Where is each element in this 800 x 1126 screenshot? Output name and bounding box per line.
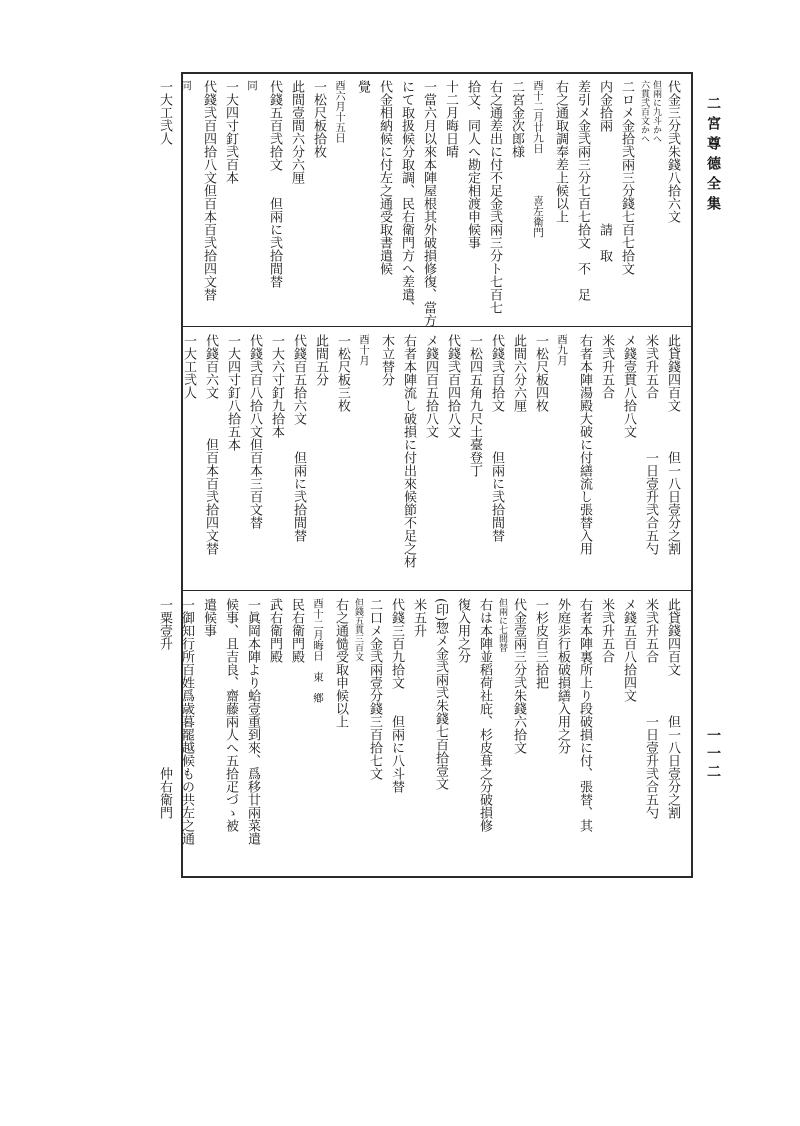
page-number: 一一二 bbox=[705, 728, 721, 782]
text-frame bbox=[157, 72, 693, 878]
text-column: メ錢四百五拾八文 bbox=[423, 334, 438, 438]
text-column: 外庭歩行板破損繕入用之分 bbox=[555, 598, 570, 754]
text-column: 但兩に九斗かへ bbox=[651, 80, 661, 143]
text-column: 代錢三百九拾文 但兩に八斗替 bbox=[389, 598, 404, 793]
text-column: 但兩に七間替 bbox=[497, 598, 507, 652]
text-column: 一大工弐人 bbox=[157, 80, 172, 145]
text-band-2 bbox=[183, 328, 691, 590]
text-column: 一粟壹升 仲右衛門 bbox=[157, 598, 172, 819]
band-divider-1 bbox=[183, 326, 691, 327]
text-column: 二宮金次郎様 bbox=[509, 80, 524, 158]
band-1-columns bbox=[157, 74, 691, 327]
text-column: 一松尺板四枚 bbox=[533, 334, 548, 412]
text-column: 一松尺板三枚 bbox=[335, 334, 350, 412]
text-column: 代錢百五拾六文 但兩に弐拾間替 bbox=[291, 334, 306, 542]
text-column: 一大六寸釘九拾本 bbox=[269, 334, 284, 438]
text-column: 此間五分 bbox=[313, 334, 328, 386]
text-column: 代錢百六文 但百本百弐拾四文替 bbox=[203, 334, 218, 555]
text-column: 二口メ金弐兩壹分錢三百拾七文 bbox=[367, 598, 382, 780]
text-column: 内金拾兩 請 取 bbox=[597, 80, 612, 262]
running-header-title: 二宮尊德全集 bbox=[705, 96, 721, 216]
band-divider-2 bbox=[183, 590, 691, 591]
text-column: 遣候事 bbox=[201, 598, 216, 637]
text-column: メ錢五百八拾四文 bbox=[621, 598, 636, 702]
text-column: 代錢五百弐拾文 但兩に弐拾間替 bbox=[267, 80, 282, 288]
text-column: 此貸錢四百文 但一八日壹分之割 bbox=[665, 334, 680, 555]
text-column: 酉十二月廿九日 喜左衛門 bbox=[532, 80, 544, 238]
text-column: 代金壹兩三分弐朱錢六拾文 bbox=[511, 598, 526, 754]
text-column: 木立替分 bbox=[379, 334, 394, 386]
text-column: 復入用之分 bbox=[455, 598, 470, 663]
text-column: 酉十二月晦日 東 鄕 bbox=[312, 598, 324, 703]
text-column: 一眞岡本陣より蛤壹重到來、爲移廿兩菜遣 bbox=[245, 598, 260, 845]
text-column: 代金相納候に付左之通受取書遣候 bbox=[377, 80, 392, 275]
text-band-1 bbox=[157, 74, 691, 327]
text-band-3 bbox=[157, 592, 691, 878]
text-column: 米弐升五合 bbox=[599, 598, 614, 663]
text-column: 一松四五角九尺土臺登丁 bbox=[467, 334, 482, 477]
text-column: 覺 bbox=[355, 80, 370, 93]
text-column: 代錢弐百八拾八文但百本三百文替 bbox=[247, 334, 262, 529]
text-column: 米弐升五合 一日壹升弐合五勺 bbox=[643, 334, 658, 555]
text-column: 一大四寸釘弐百本 bbox=[223, 80, 238, 184]
text-column: 差引メ金弐兩三分七百七拾文 不 足 bbox=[575, 80, 590, 301]
text-column: 武右衛門殿 bbox=[267, 598, 282, 663]
text-column: 同 bbox=[180, 80, 192, 91]
text-column: 米弐升五合 bbox=[599, 334, 614, 399]
text-column: 酉九月 bbox=[556, 334, 568, 366]
text-column: メ錢壹貫八拾八文 bbox=[621, 334, 636, 438]
text-column: 右之通差出に付不足金弐兩三分ト七百七 bbox=[487, 80, 502, 314]
text-column: 米弐升五合 一日壹升弐合五勺 bbox=[643, 598, 658, 819]
text-column: 代錢弐百拾文 但兩に弐拾間替 bbox=[489, 334, 504, 542]
text-column: 此間六分六厘 bbox=[511, 334, 526, 412]
text-column: 二ロメ金拾弐兩三分錢七百七拾文 bbox=[619, 80, 634, 275]
text-column: 一御知行所百姓爲歳暮罷越候もの共左之通 bbox=[179, 598, 194, 845]
text-column: 六貫弐百文かへ bbox=[639, 80, 649, 143]
text-column: 右之通取調奉差上候以上 bbox=[553, 80, 568, 223]
text-column: 此貸錢四百文 但一八日壹分之割 bbox=[665, 598, 680, 819]
text-column: 右之通慥受取申候以上 bbox=[333, 598, 348, 728]
text-column: 候事、且吉良、齋藤兩人へ五拾疋づゝ被 bbox=[223, 598, 238, 832]
text-column: (印)惣メ金弐兩弐朱錢七百拾壹文 bbox=[433, 598, 448, 791]
text-column: 一杉皮百三拾把 bbox=[533, 598, 548, 689]
text-column: 但錢五貫三百文 bbox=[353, 598, 363, 661]
band-2-columns bbox=[183, 328, 691, 590]
text-column: 一大四寸釘八拾五本 bbox=[225, 334, 240, 451]
text-column: 右は本陣並稻荷社庇、杉皮葺之分破損修 bbox=[477, 598, 492, 832]
text-column: 民右衛門殿 bbox=[289, 598, 304, 663]
text-column: 右者本陣流し破損に付出來候節不足之材 bbox=[401, 334, 416, 568]
text-column: 酉六月十五日 bbox=[334, 80, 346, 143]
text-column: 一大工弐人 bbox=[181, 334, 196, 399]
text-column: 拾文、同人へ勘定相渡申候事 bbox=[465, 80, 480, 249]
text-column: 十二月晦日晴 bbox=[443, 80, 458, 158]
text-column: 代錢弐百四拾八文 bbox=[445, 334, 460, 438]
text-column: 代金三分弐朱錢八拾六文 bbox=[665, 80, 680, 223]
text-column: 一松尺板拾枚 bbox=[311, 80, 326, 158]
text-column: 酉十月 bbox=[358, 334, 370, 366]
text-column: にて取扱候分取調、民右衛門方へ差遣、 bbox=[399, 80, 414, 314]
text-column: 此間壹間六分六厘 bbox=[289, 80, 304, 184]
text-column: 右者本陣裏所上り段破損に付、張替、其 bbox=[577, 598, 592, 832]
text-column: 米五升 bbox=[411, 598, 426, 637]
text-column: 同 bbox=[246, 80, 258, 91]
band-3-columns bbox=[157, 592, 691, 878]
text-column: 代錢弐百四拾八文但百本百弐拾四文替 bbox=[201, 80, 216, 301]
text-column: 右者本陣湯殿大破に付繕流し張替入用 bbox=[577, 334, 592, 555]
text-column: 一當六月以來本陣屋根其外破損修復、當方 bbox=[421, 80, 436, 327]
